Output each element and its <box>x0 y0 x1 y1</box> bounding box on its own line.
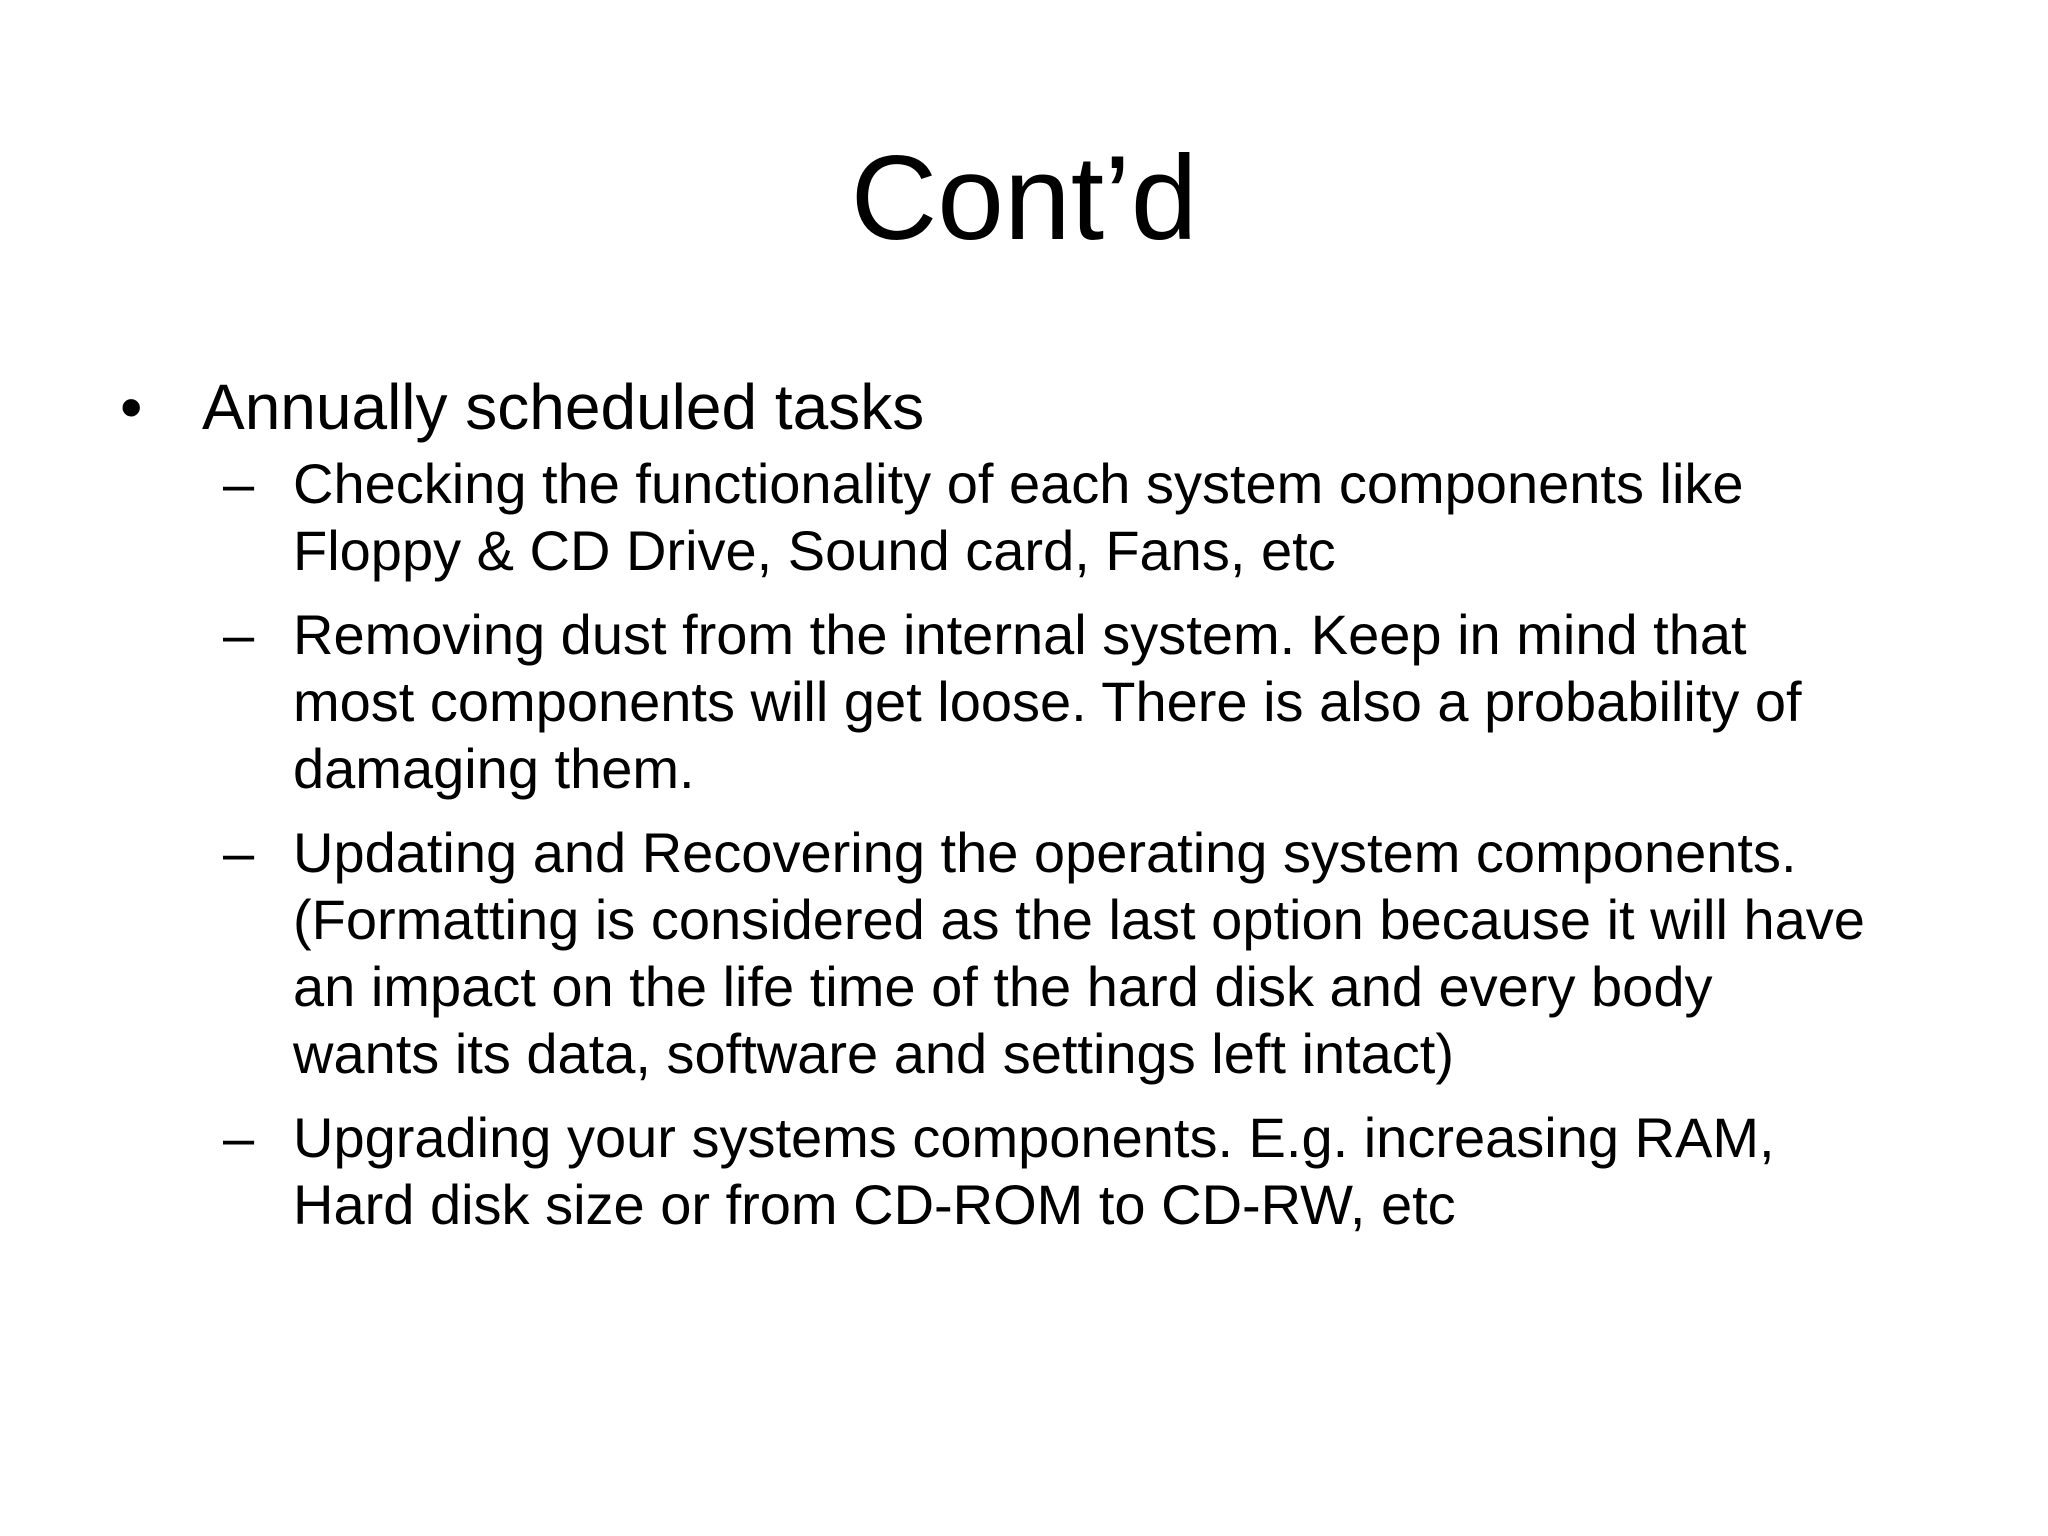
sub-bullet-text: Updating and Recovering the operating system components. (Formatting is considered as the last option because it will have an impact on the life time of the hard disk and every body wants its data, software and settings left intact) <box>293 821 1865 1085</box>
sub-bullet-item <box>120 819 1873 1087</box>
dash-icon: – <box>223 821 255 884</box>
sub-bullet-text: Checking the functionality of each system components like Floppy & CD Drive, Sound card, Fans, etc <box>293 452 1744 582</box>
bullet-icon: • <box>120 371 143 443</box>
sub-bullet-item <box>120 1104 1873 1238</box>
dash-icon: – <box>223 452 255 515</box>
sub-bullet-item <box>120 601 1873 802</box>
sub-bullet-item <box>120 450 1873 584</box>
sub-bullet-text: Upgrading your systems components. E.g. increasing RAM, Hard disk size or from CD-ROM to CD-RW, etc <box>293 1106 1775 1236</box>
slide-title: Cont’d <box>850 131 1198 265</box>
slide-content <box>120 370 1950 1255</box>
sub-bullet-text: Removing dust from the internal system. Keep in mind that most components will get loose. There is also a probability of damaging them. <box>293 603 1802 800</box>
bullet-item-annual-tasks <box>120 370 1950 444</box>
bullet-text: Annually scheduled tasks <box>202 371 925 443</box>
dash-icon: – <box>223 603 255 666</box>
sub-bullet-list <box>120 450 1950 1238</box>
dash-icon: – <box>223 1106 255 1169</box>
